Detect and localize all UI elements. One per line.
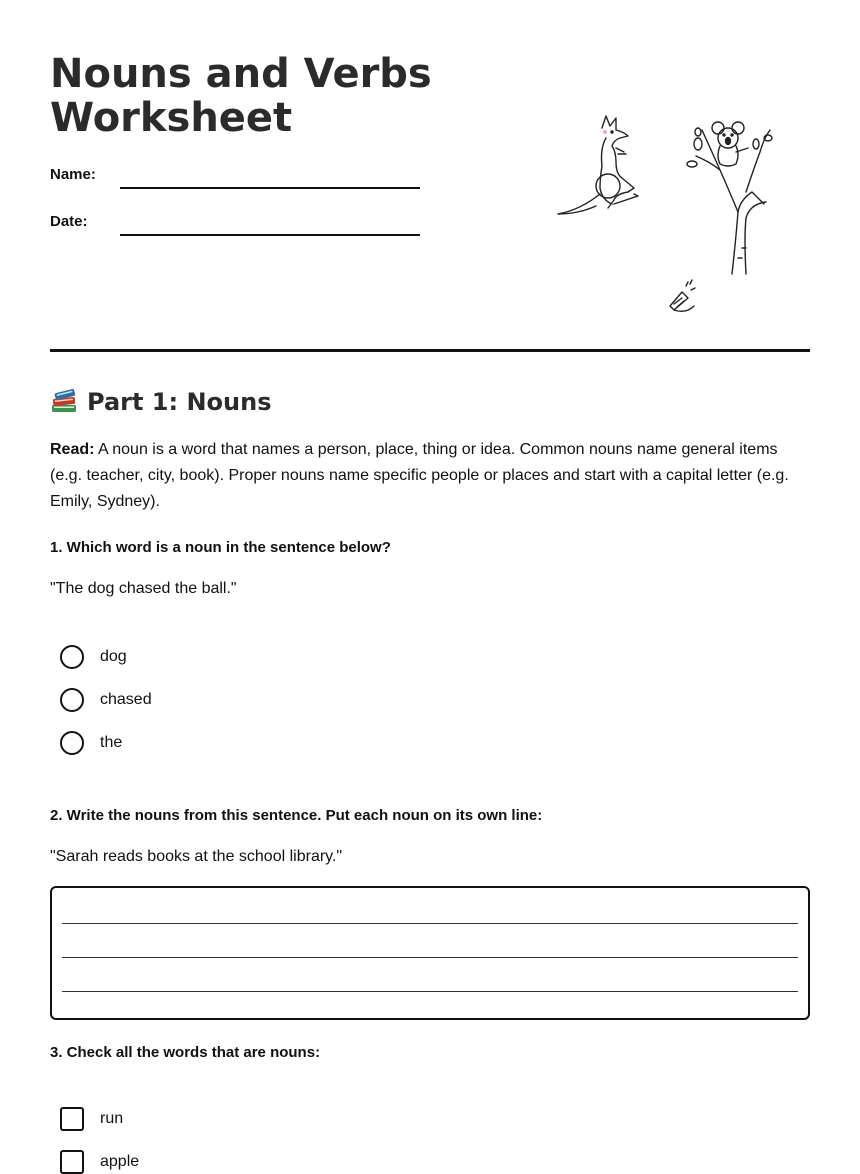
question-2-sentence: "Sarah reads books at the school library." [50,848,343,865]
q3-option-apple[interactable] [60,1150,139,1174]
date-field[interactable] [120,234,420,236]
q1-option-dog[interactable] [60,645,127,669]
read-text: A noun is a word that names a person, place, thing or idea. Common nouns name general items (e.g. teacher, city, book). Proper nouns name specific people or places and start with a capital letter (e.g. Emily, Sydney). [50,441,789,510]
name-field[interactable] [120,187,420,189]
radio-button[interactable] [60,731,84,755]
answer-line [62,957,798,958]
party-popper-icon [670,280,695,311]
date-label: Date: [50,213,88,230]
question-1-sentence: "The dog chased the ball." [50,580,237,597]
question-3-title: 3. Check all the words that are nouns: [50,1044,321,1061]
answer-line [62,991,798,992]
kangaroo-icon [558,116,638,214]
q3-option-run[interactable] [60,1107,123,1131]
option-label: apple [100,1153,140,1170]
animal-illustration [550,108,790,318]
question-1-title: 1. Which word is a noun in the sentence below? [50,539,391,556]
read-paragraph [50,437,810,515]
option-label: run [100,1110,124,1127]
option-label: chased [100,691,152,708]
option-label: the [100,734,123,751]
radio-button[interactable] [60,645,84,669]
part1-heading-text: Part 1: Nouns [87,388,272,416]
header-divider [50,349,810,352]
checkbox[interactable] [60,1150,84,1174]
part1-heading [50,388,272,416]
q1-option-the[interactable] [60,731,122,755]
answer-line [62,923,798,924]
question-2-title: 2. Write the nouns from this sentence. Put each noun on its own line: [50,807,543,824]
page-title: Nouns and Verbs Worksheet [50,51,432,141]
read-label: Read: [50,441,95,458]
name-label: Name: [50,166,96,183]
option-label: dog [100,648,127,665]
koala-in-tree-icon [687,122,772,274]
books-icon [50,389,78,415]
question-2-answer-box[interactable] [50,886,810,1020]
radio-button[interactable] [60,688,84,712]
checkbox[interactable] [60,1107,84,1131]
q1-option-chased[interactable] [60,688,152,712]
